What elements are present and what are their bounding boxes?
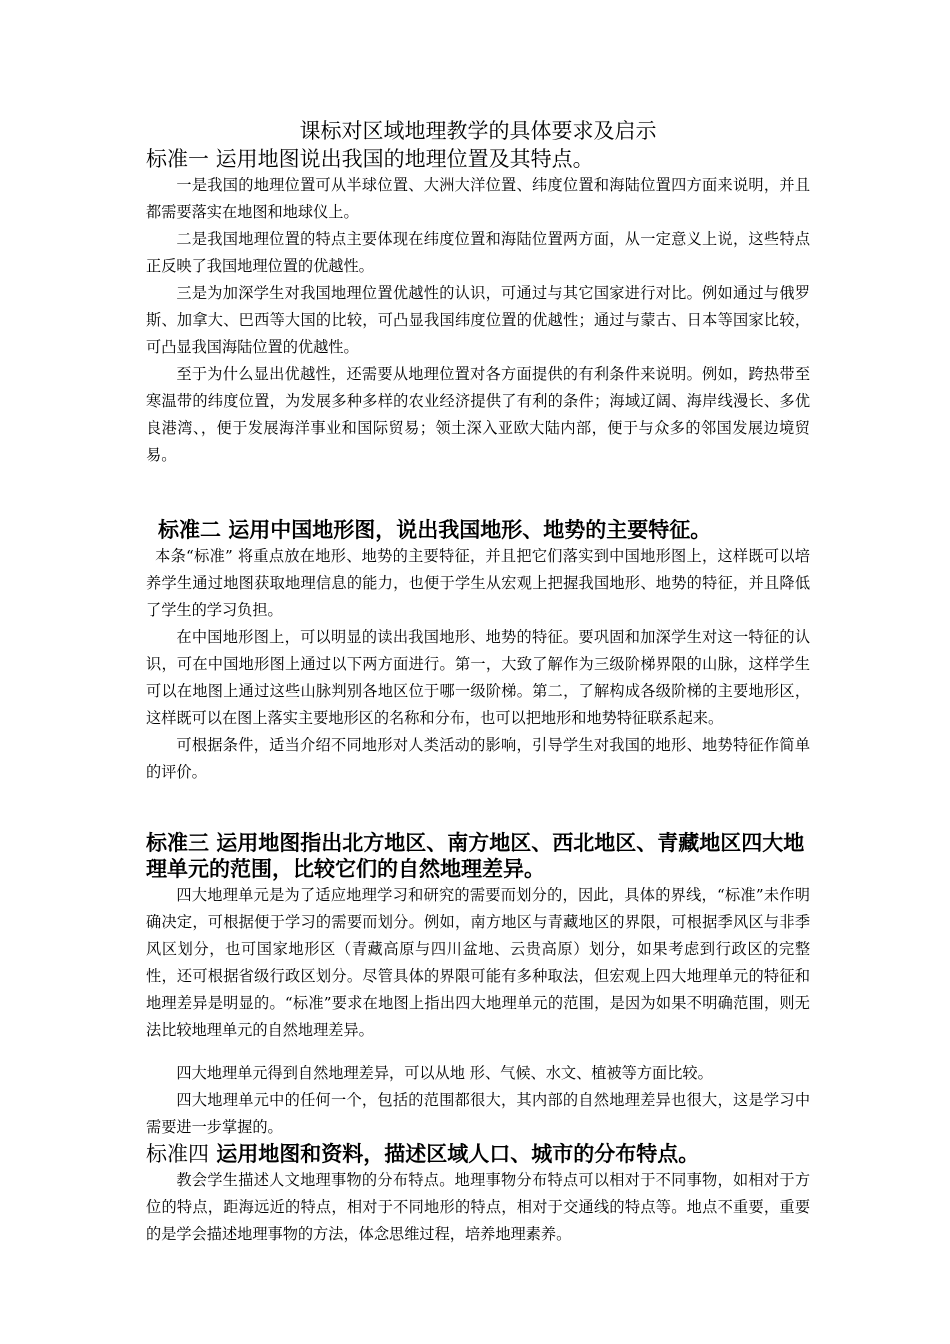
- section-heading-4-text: 运用地图和资料，描述区域人口、城市的分布特点。: [209, 1141, 700, 1166]
- paragraph: 至于为什么显出优越性，还需要从地理位置对各方面提供的有利条件来说明。例如，跨热带至寒温带的纬度位置，为发展多种多样的农业经济提供了有利的条件；海域辽阔、海岸线漫长、多优良港湾、，便于发展海洋事业和国际贸易；领土深入亚欧大陆内部，便于与众多的邻国发展边境贸易。: [146, 365, 810, 464]
- section-heading-1: 标准一 运用地图说出我国的地理位置及其特点。: [146, 147, 594, 171]
- document-title: 课标对区域地理教学的具体要求及启示: [299, 119, 657, 143]
- paragraph: 本条“标准” 将重点放在地形、地势的主要特征，并且把它们落实到中国地形图上，这样既可以培养学生通过地图获取地理信息的能力，也便于学生从宏观上把握我国地形、地势的特征，并且降低了学生的学习负担。: [146, 547, 810, 619]
- document-page: [146, 116, 810, 1248]
- paragraph: 三是为加深学生对我国地理位置优越性的认识，可通过与其它国家进行对比。例如通过与俄罗斯、加拿大、巴西等大国的比较，可凸显我国纬度位置的优越性；通过与蒙古、日本等国家比较，可凸显我国海陆位置的优越性。: [146, 284, 810, 356]
- paragraph: 教会学生描述人文地理事物的分布特点。地理事物分布特点可以相对于不同事物，如相对于方位的特点，距海远近的特点，相对于不同地形的特点，相对于交通线的特点等。地点不重要，重要的是学会描述地理事物的方法，体念思维过程，培养地理素养。: [146, 1171, 810, 1243]
- section-gap: [146, 786, 810, 830]
- section-heading-2: 标准二 运用中国地形图，说出我国地形、地势的主要特征。: [158, 517, 712, 542]
- section-gap: [146, 469, 810, 517]
- paragraph: 四大地理单元得到自然地理差异，可以从地 形、气候、水文、植被等方面比较。: [176, 1064, 713, 1082]
- section-heading-3: 标准三 运用地图指出北方地区、南方地区、西北地区、青藏地区四大地理单元的范围，比较它们的自然地理差异。: [146, 830, 805, 881]
- section-heading-4-prefix: 标准四: [146, 1142, 209, 1166]
- paragraph: 可根据条件，适当介绍不同地形对人类活动的影响，引导学生对我国的地形、地势特征作简单的评价。: [146, 736, 810, 781]
- paragraph: 一是我国的地理位置可从半球位置、大洲大洋位置、纬度位置和海陆位置四方面来说明，并且都需要落实在地图和地球仪上。: [146, 176, 810, 221]
- section-heading-4: [146, 1141, 810, 1167]
- paragraph: 四大地理单元是为了适应地理学习和研究的需要而划分的，因此，具体的界线，“标准”未作明确决定，可根据便于学习的需要而划分。例如，南方地区与青藏地区的界限，可根据季风区与非季风区划分，也可国家地形区（青藏高原与四川盆地、云贵高原）划分，如果考虑到行政区的完整性，还可根据省级行政区划分。尽管具体的界限可能有多种取法，但宏观上四大地理单元的特征和地理差异是明显的。“标准”要求在地图上指出四大地理单元的范围，是因为如果不明确范围，则无法比较地理单元的自然地理差异。: [146, 886, 810, 1039]
- paragraph: 二是我国地理位置的特点主要体现在纬度位置和海陆位置两方面，从一定意义上说，这些特点正反映了我国地理位置的优越性。: [146, 230, 810, 275]
- paragraph-gap: [146, 1044, 810, 1060]
- paragraph: 四大地理单元中的任何一个，包括的范围都很大，其内部的自然地理差异也很大，这是学习中需要进一步掌握的。: [146, 1091, 810, 1136]
- paragraph: 在中国地形图上，可以明显的读出我国地形、地势的特征。要巩固和加深学生对这一特征的认识，可在中国地形图上通过以下两方面进行。第一，大致了解作为三级阶梯界限的山脉，这样学生可以在地图上通过这些山脉判别各地区位于哪一级阶梯。第二，了解构成各级阶梯的主要地形区，这样既可以在图上落实主要地形区的名称和分布，也可以把地形和地势特征联系起来。: [146, 628, 810, 727]
